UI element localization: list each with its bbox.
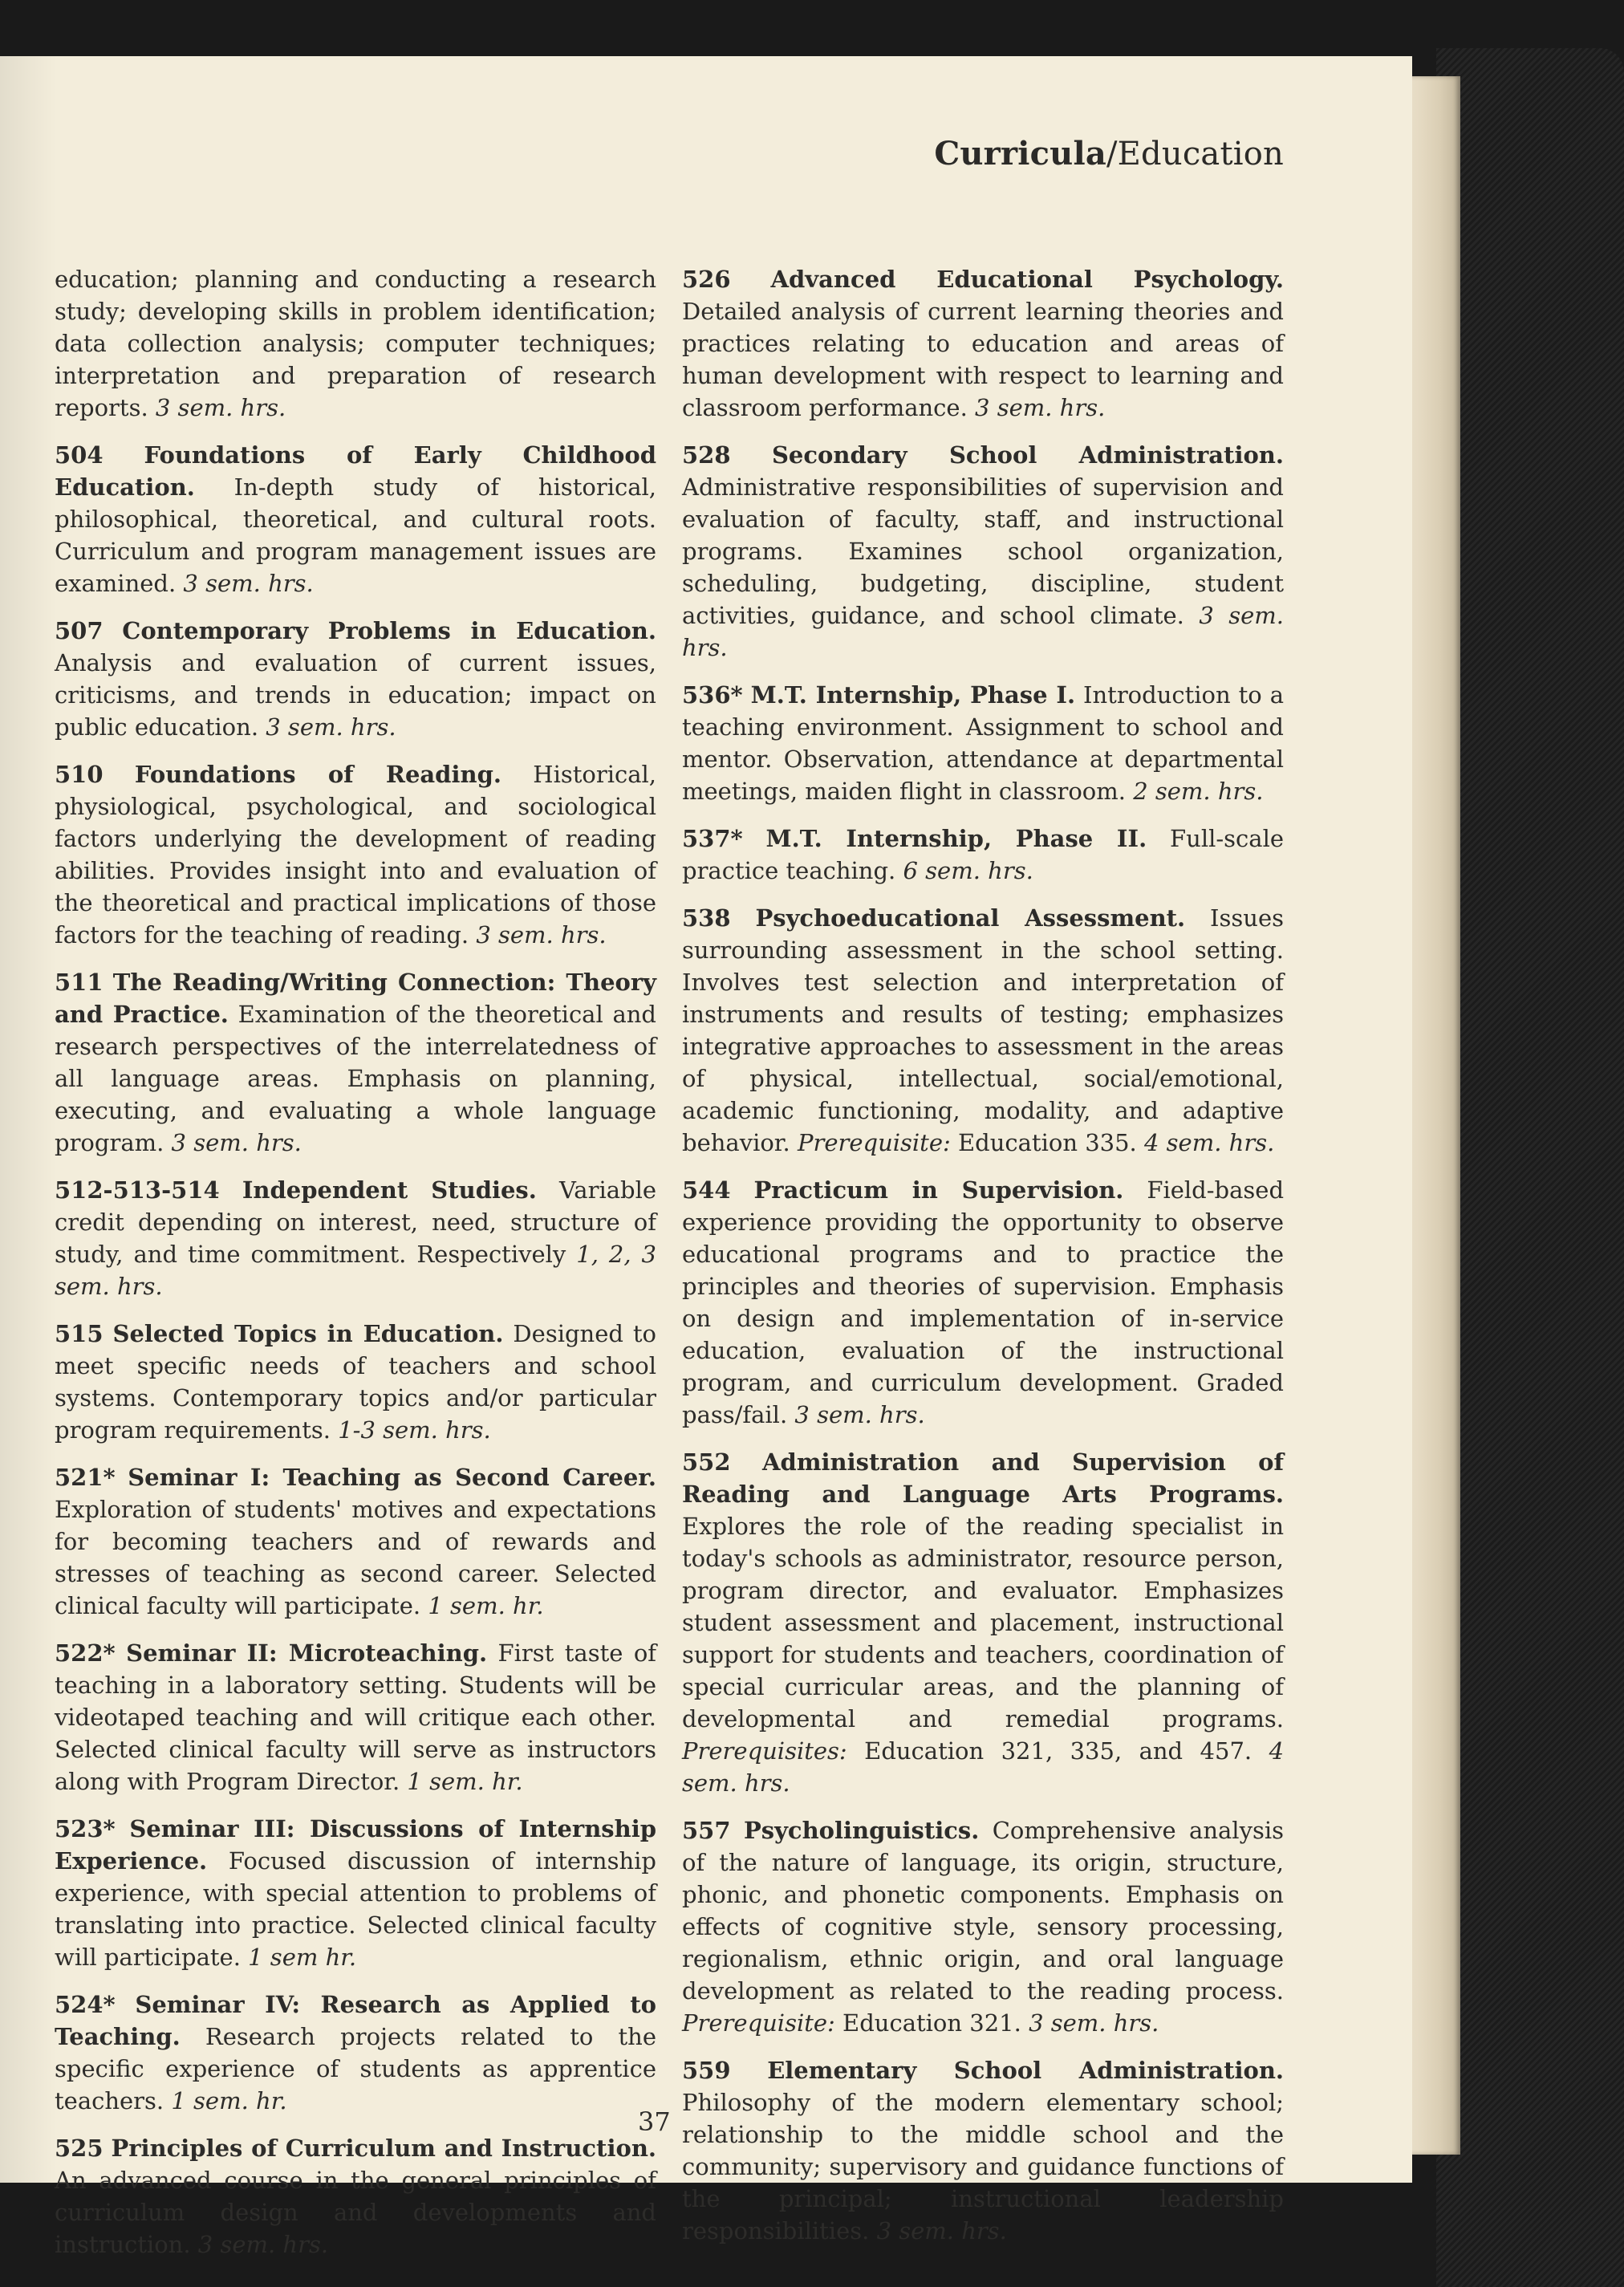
course-credit: 1 sem hr. — [248, 1944, 357, 1971]
course-number: 536* — [682, 681, 743, 709]
course-title: M.T. Internship, Phase I. — [750, 681, 1076, 709]
course-description: Explores the role of the reading specialist in today's schools as administrator, resource person, program director, and evaluator. Emphasizes student assessment and placement, instructional support for students and teachers, coordination of special curricular areas, and the planning of developmental and remedial programs. — [682, 1513, 1284, 1733]
course-number: 538 — [682, 904, 731, 932]
course-number: 521* — [55, 1464, 116, 1491]
course-title: Seminar III: Discussions of Internship Experience. — [55, 1815, 657, 1875]
course-title: Elementary School Administration. — [767, 2057, 1285, 2084]
course-entry-504 — [55, 439, 656, 599]
course-number: 525 — [55, 2135, 104, 2162]
course-number: 511 — [55, 969, 104, 996]
course-prerequisite-label: Prerequisites: — [682, 1737, 847, 1765]
course-description: Research projects related to the specific experience of students as apprentice teachers. — [55, 2023, 656, 2114]
course-title: Selected Topics in Education. — [112, 1320, 504, 1347]
catalog-page — [0, 56, 1412, 2258]
left-course-list — [55, 439, 656, 2261]
course-number: 524* — [55, 1991, 116, 2018]
course-number: 557 — [682, 1817, 731, 1844]
course-number: 522* — [55, 1639, 116, 1667]
course-entry-557 — [682, 1814, 1284, 2039]
course-prerequisite: Education 335. — [957, 1129, 1137, 1156]
course-title: Independent Studies. — [242, 1176, 537, 1204]
course-credit: 3 sem. hrs. — [476, 921, 607, 949]
course-entry-526 — [682, 263, 1284, 424]
course-title: The Reading/Writing Connection: Theory and Practice. — [55, 969, 656, 1028]
course-credit: 3 sem. hrs. — [1029, 2009, 1159, 2037]
left-column — [55, 263, 656, 2276]
course-description: In-depth study of historical, philosophical, theoretical, and cultural roots. Curriculum and program management issues are examined. — [55, 473, 656, 597]
course-credit: 3 sem. hrs. — [876, 2217, 1007, 2244]
course-description: Examination of the theoretical and research perspectives of the interrelatedness of all language areas. Emphasis on planning, executing, and evaluating a whole language program. — [55, 1001, 656, 1156]
page-number: 37 — [638, 2106, 671, 2137]
course-entry-continuation — [55, 263, 656, 424]
course-entry-511 — [55, 966, 656, 1159]
course-title: Psycholinguistics. — [743, 1817, 980, 1844]
course-credit: 1-3 sem. hrs. — [338, 1416, 491, 1444]
course-title: Seminar IV: Research as Applied to Teaching. — [55, 1991, 656, 2050]
course-description: Comprehensive analysis of the nature of language, its origin, structure, phonic, and phonetic components. Emphasis on effects of cognitive style, sensory processing, regionalism, ethnic origin, and oral language development as related to the reading process. — [682, 1817, 1285, 2005]
book-cover-edge — [1436, 48, 1624, 2287]
course-description: Variable credit depending on interest, need, structure of study, and time commitment. Respectively — [55, 1176, 657, 1268]
course-description: Detailed analysis of current learning theories and practices relating to education and areas of human development with respect to learning and classroom performance. — [682, 298, 1284, 421]
course-entry-524 — [55, 1988, 656, 2117]
course-credit: 3 sem. hrs. — [794, 1401, 925, 1428]
course-description: Historical, physiological, psychological, and sociological factors underlying the development of reading abilities. Provides insight into and evaluation of the theoretical and practical implications of those factors for the teaching of reading. — [55, 761, 657, 949]
course-title: Psychoeducational Assessment. — [755, 904, 1186, 932]
course-number: 559 — [682, 2057, 731, 2084]
course-entry-522 — [55, 1637, 656, 1798]
course-number: 504 — [55, 441, 104, 469]
course-entry-559 — [682, 2054, 1284, 2247]
right-course-list — [682, 263, 1284, 2247]
course-credit: 3 sem. hrs. — [155, 394, 286, 421]
course-entry-538 — [682, 902, 1284, 1159]
course-entry-552 — [682, 1446, 1284, 1799]
course-description: Issues surrounding assessment in the school setting. Involves test selection and interpretation of instruments and results of testing; emphasizes integrative approaches to assessment in the areas of physical, intellectual, social/emotional, academic functioning, modality, and adaptive behavior. — [682, 904, 1284, 1156]
course-description: Analysis and evaluation of current issues, criticisms, and trends in education; impact on public education. — [55, 649, 656, 741]
course-number: 507 — [55, 617, 104, 644]
running-head — [934, 135, 1284, 173]
course-prerequisite: Education 321, 335, and 457. — [864, 1737, 1253, 1765]
course-description: Philosophy of the modern elementary school; relationship to the middle school and the community; supervisory and guidance functions of the principal; instructional leadership responsibilities. — [682, 2089, 1284, 2244]
course-number: 537* — [682, 825, 743, 852]
course-prerequisite-label: Prerequisite: — [797, 1129, 951, 1156]
course-entry-523 — [55, 1813, 656, 1973]
course-description: Exploration of students' motives and expectations for becoming teachers and of rewards and stresses of teaching as second career. Selected clinical faculty will participate. — [55, 1496, 656, 1619]
course-title: Practicum in Supervision. — [753, 1176, 1124, 1204]
course-entry-528 — [682, 439, 1284, 664]
course-description: Field-based experience providing the opportunity to observe educational programs and to practice the principles and theories of supervision. Emphasis on design and implementation of in-service education, evaluation of the instructional program, and curriculum development. Graded pass/fail. — [682, 1176, 1285, 1428]
course-credit: 3 sem. hrs. — [975, 394, 1106, 421]
course-description: Administrative responsibilities of supervision and evaluation of faculty, staff, and instructional programs. Examines school organization, scheduling, budgeting, discipline, student activities, guidance, and school climate. — [682, 473, 1284, 629]
course-description: Focused discussion of internship experience, with special attention to problems of translating into practice. Selected clinical faculty will participate. — [55, 1847, 656, 1971]
course-title: M.T. Internship, Phase II. — [765, 825, 1147, 852]
course-description: Designed to meet specific needs of teachers and school systems. Contemporary topics and/or particular program requirements. — [55, 1320, 657, 1444]
course-number: 544 — [682, 1176, 731, 1204]
running-head-section: Curricula — [934, 135, 1106, 173]
course-number: 528 — [682, 441, 731, 469]
course-description: Introduction to a teaching environment. Assignment to school and mentor. Observation, attendance at departmental meetings, maiden flight in classroom. — [682, 681, 1284, 805]
course-credit: 3 sem. hrs. — [171, 1129, 302, 1156]
course-title: Administration and Supervision of Reading and Language Arts Programs. — [682, 1448, 1284, 1508]
course-credit: 4 sem. hrs. — [1144, 1129, 1275, 1156]
course-number: 552 — [682, 1448, 731, 1476]
course-description: An advanced course in the general principles of curriculum design and developments and instruction. — [55, 2167, 656, 2258]
course-description: education; planning and conducting a research study; developing skills in problem identification; data collection analysis; computer techniques; interpretation and preparation of research reports. — [55, 266, 656, 421]
course-title: Contemporary Problems in Education. — [122, 617, 656, 644]
course-title: Advanced Educational Psychology. — [770, 266, 1285, 293]
course-prerequisite: Education 321. — [842, 2009, 1021, 2037]
course-credit: 3 sem. hrs. — [682, 602, 1284, 661]
course-credit: 1 sem. hr. — [428, 1592, 544, 1619]
course-credit: 2 sem. hrs. — [1133, 778, 1264, 805]
course-credit: 1 sem. hr. — [171, 2087, 287, 2114]
course-title: Foundations of Reading. — [134, 761, 501, 788]
course-credit: 4 sem. hrs. — [682, 1737, 1285, 1797]
course-entry-537 — [682, 823, 1284, 887]
course-prerequisite-label: Prerequisite: — [682, 2009, 835, 2037]
course-number: 510 — [55, 761, 104, 788]
course-entry-525 — [55, 2132, 656, 2261]
course-credit: 3 sem. hrs. — [266, 713, 396, 741]
course-title: Seminar II: Microteaching. — [126, 1639, 488, 1667]
right-column — [682, 263, 1284, 2262]
course-credit: 1 sem. hr. — [407, 1768, 523, 1795]
course-title: Seminar I: Teaching as Second Career. — [128, 1464, 656, 1491]
course-title: Principles of Curriculum and Instruction. — [111, 2135, 656, 2162]
course-entry-515 — [55, 1318, 656, 1446]
course-entry-507 — [55, 615, 656, 743]
course-credit: 3 sem. hrs. — [183, 570, 314, 597]
course-credit: 3 sem. hrs. — [197, 2231, 329, 2258]
running-head-subsection: /Education — [1106, 136, 1284, 173]
course-credit: 1, 2, 3 sem. hrs. — [55, 1241, 656, 1300]
course-entry-544 — [682, 1174, 1284, 1431]
course-entry-510 — [55, 758, 656, 951]
course-description: First taste of teaching in a laboratory setting. Students will be videotaped teaching and will critique each other. Selected clinical faculty will serve as instructors along with Program Director. — [55, 1639, 657, 1795]
course-entry-536 — [682, 679, 1284, 807]
course-description: Full-scale practice teaching. — [682, 825, 1285, 884]
course-entry-521 — [55, 1461, 656, 1622]
course-number: 526 — [682, 266, 731, 293]
course-title: Foundations of Early Childhood Education. — [55, 441, 656, 501]
course-credit: 6 sem. hrs. — [903, 857, 1033, 884]
course-number: 515 — [55, 1320, 104, 1347]
course-entry-512-513-514 — [55, 1174, 656, 1302]
course-number: 523* — [55, 1815, 116, 1842]
course-number: 512-513-514 — [55, 1176, 220, 1204]
course-title: Secondary School Administration. — [771, 441, 1284, 469]
